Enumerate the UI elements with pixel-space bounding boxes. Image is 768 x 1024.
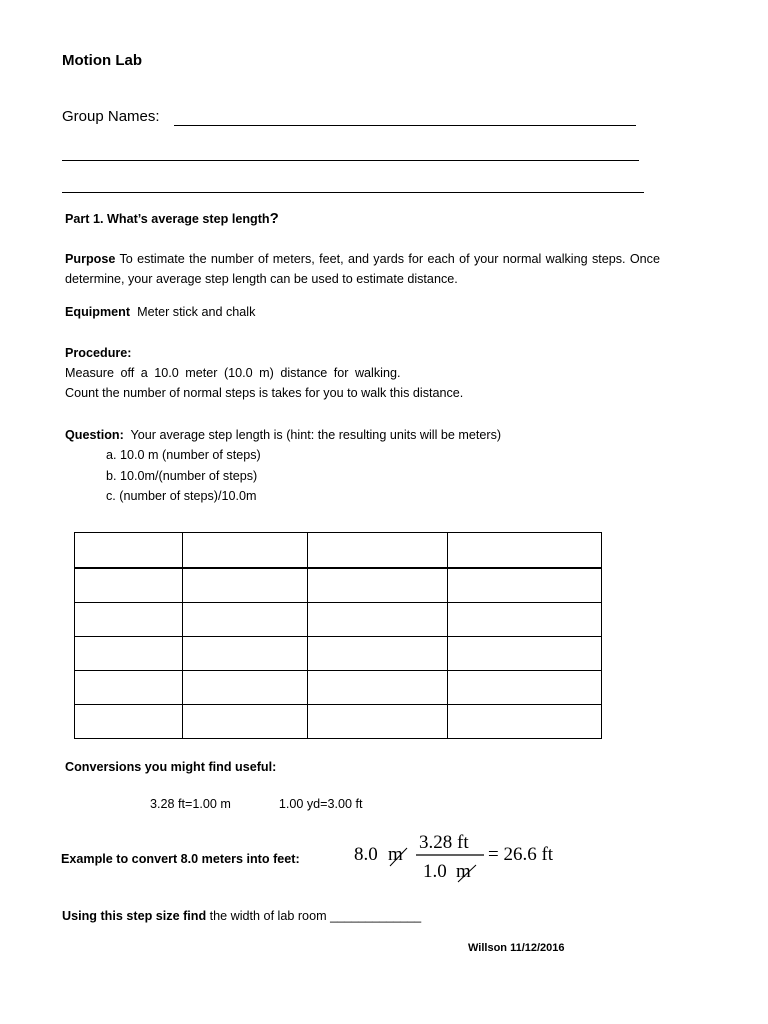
table-row — [75, 637, 602, 671]
question-option-c: c. (number of steps)/10.0m — [106, 489, 257, 503]
table-header-row — [75, 533, 602, 569]
using-bold-text: Using this step size find — [62, 909, 207, 923]
group-names-line-3[interactable] — [62, 192, 644, 193]
table-cell[interactable] — [183, 671, 308, 705]
conversion-meters-feet: 3.28 ft=1.00 m — [150, 797, 231, 811]
table-cell[interactable] — [448, 671, 602, 705]
equation-denominator-unit: m — [456, 861, 471, 882]
table-row — [75, 568, 602, 603]
question-options — [106, 445, 261, 507]
question-option-b: b. 10.0m/(number of steps) — [106, 468, 258, 483]
table-cell[interactable] — [448, 637, 602, 671]
part1-heading-text: Part 1. What’s average step length — [65, 212, 270, 226]
group-names-line-2[interactable] — [62, 160, 639, 161]
equation-result: = 26.6 ft — [488, 844, 554, 865]
table-cell[interactable] — [75, 637, 183, 671]
table-cell[interactable] — [308, 705, 448, 739]
table-cell[interactable] — [75, 568, 183, 603]
procedure-line-1: Measure off a 10.0 meter (10.0 m) distance for walking. — [65, 366, 401, 380]
table-cell[interactable] — [308, 568, 448, 603]
table-cell[interactable] — [183, 603, 308, 637]
table-cell[interactable] — [308, 637, 448, 671]
table-cell[interactable] — [75, 533, 183, 569]
group-names-label: Group Names: — [62, 108, 160, 125]
using-text: the width of lab room — [206, 909, 331, 923]
table-cell[interactable] — [183, 637, 308, 671]
data-table — [74, 532, 602, 739]
table-cell[interactable] — [308, 533, 448, 569]
table-cell[interactable] — [75, 603, 183, 637]
table-cell[interactable] — [448, 533, 602, 569]
group-names-line-1[interactable] — [174, 125, 636, 126]
table-cell[interactable] — [448, 705, 602, 739]
page-title: Motion Lab — [62, 52, 142, 69]
author-signature: Willson 11/12/2016 — [468, 942, 565, 954]
procedure-line-2: Count the number of normal steps is takes for you to walk this distance. — [65, 386, 464, 400]
purpose-paragraph — [65, 249, 660, 289]
purpose-label: Purpose — [65, 252, 116, 266]
using-step-size-line — [62, 906, 421, 926]
equipment-line — [65, 302, 255, 322]
equation-lhs-unit: m — [388, 844, 403, 865]
conversions-values — [150, 794, 363, 814]
table-row — [75, 671, 602, 705]
part1-heading — [65, 210, 279, 227]
equation-lhs-value: 8.0 — [354, 844, 378, 865]
table-cell[interactable] — [75, 671, 183, 705]
equipment-label: Equipment — [65, 305, 131, 319]
conversion-yards-feet: 1.00 yd=3.00 ft — [278, 797, 363, 811]
table-cell[interactable] — [308, 671, 448, 705]
part1-heading-mark: ? — [269, 210, 279, 227]
purpose-text: To estimate the number of meters, feet, and yards for each of your normal walking steps. Once determine, your average step length can be used to estimate distance. — [65, 252, 660, 286]
conversions-heading: Conversions you might find useful: — [65, 760, 277, 774]
table-row — [75, 705, 602, 739]
lab-room-width-blank[interactable]: _____________ — [330, 909, 422, 923]
question-label: Question: — [65, 428, 124, 442]
table-cell[interactable] — [183, 533, 308, 569]
procedure-section — [65, 343, 463, 403]
procedure-label: Procedure: — [65, 346, 132, 360]
question-line — [65, 425, 501, 445]
unit-conversion-equation — [352, 828, 592, 888]
table-cell[interactable] — [183, 705, 308, 739]
equation-denominator-value: 1.0 — [423, 861, 447, 882]
table-row — [75, 603, 602, 637]
equation-numerator: 3.28 ft — [419, 832, 469, 853]
table-cell[interactable] — [75, 705, 183, 739]
equipment-text: Meter stick and chalk — [130, 305, 256, 319]
question-text: Your average step length is (hint: the resulting units will be meters) — [123, 428, 502, 442]
table-cell[interactable] — [308, 603, 448, 637]
example-label: Example to convert 8.0 meters into feet: — [61, 852, 300, 866]
table-cell[interactable] — [448, 603, 602, 637]
question-option-a: a. 10.0 m (number of steps) — [106, 448, 261, 462]
table-cell[interactable] — [448, 568, 602, 603]
table-cell[interactable] — [183, 568, 308, 603]
